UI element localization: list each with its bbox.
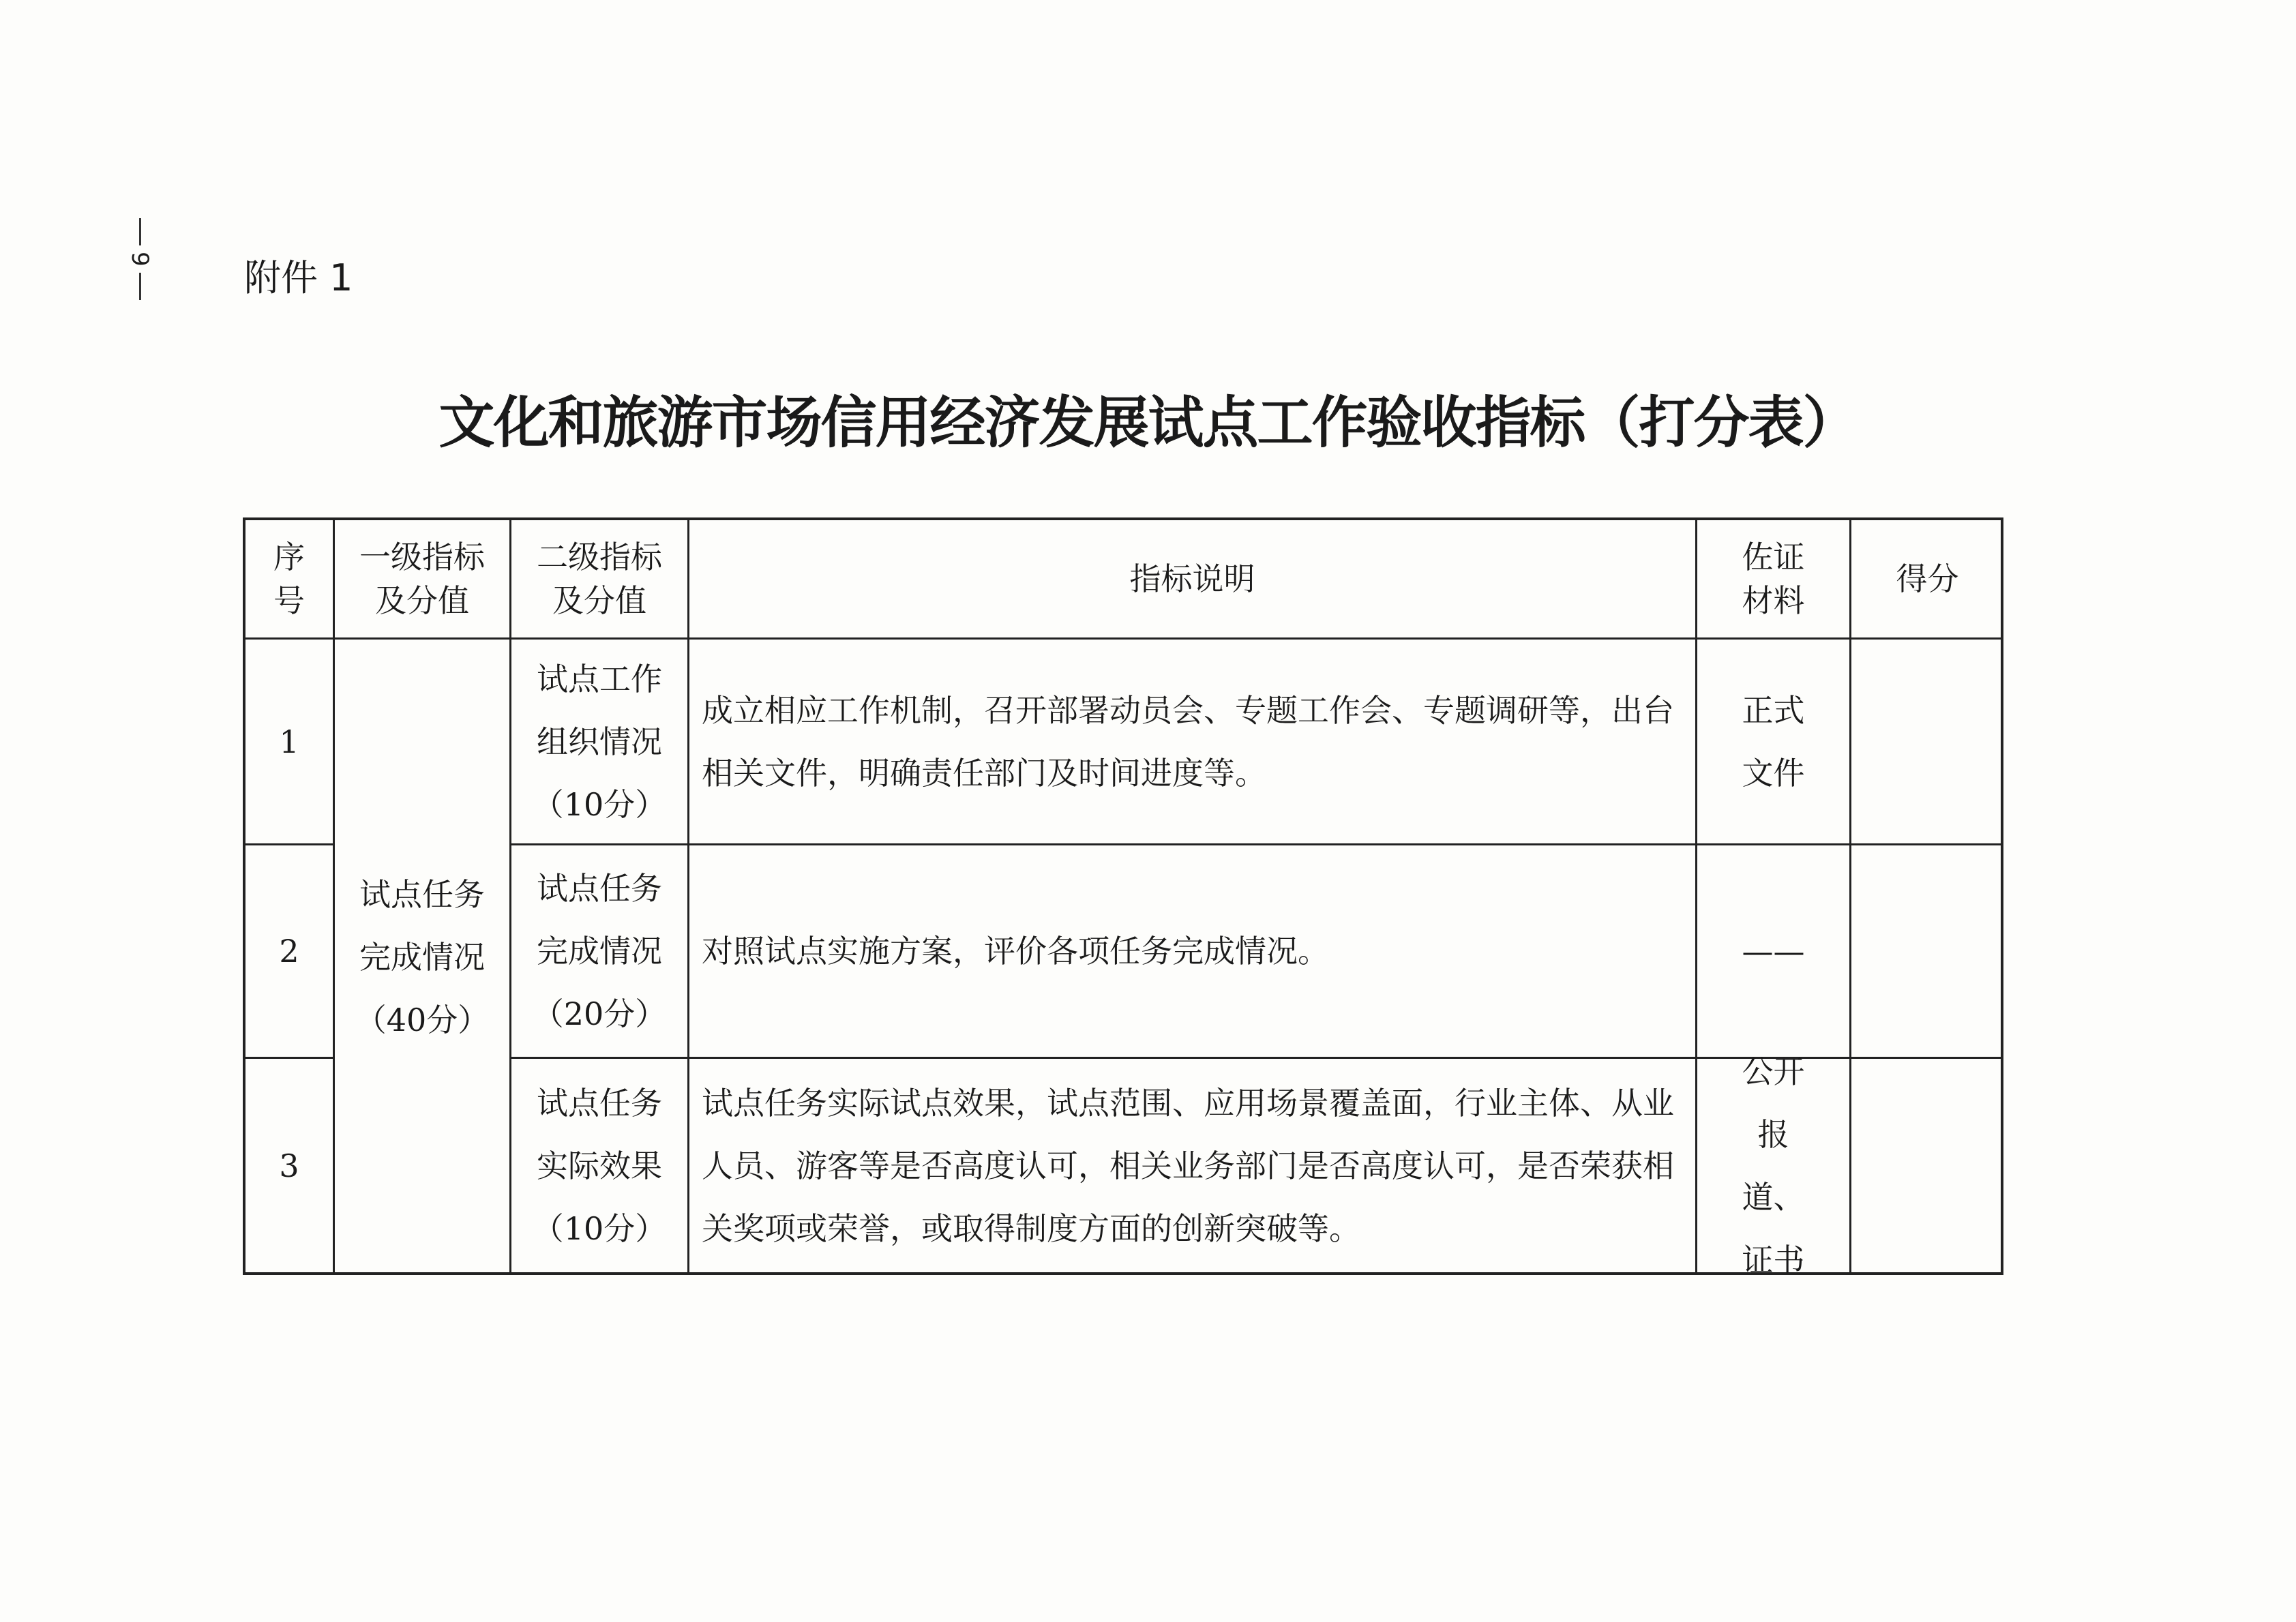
document-title: 文化和旅游市场信用经济发展试点工作验收指标（打分表）	[438, 391, 1858, 455]
row-level2	[511, 1059, 689, 1272]
header-score	[1851, 520, 2003, 640]
row-description: 成立相应工作机制，召开部署动员会、专题工作会、专题调研等，出台相关文件，明确责任部门及时间进度等。	[689, 640, 1697, 845]
level2-text: 试点任务实际效果（10分）	[532, 1084, 667, 1247]
row-no: 1	[245, 640, 335, 845]
row-evidence: ——	[1697, 845, 1851, 1059]
row-level2	[511, 640, 689, 845]
level1-indicator	[335, 640, 511, 1275]
header-evidence	[1697, 520, 1851, 640]
header-description	[689, 520, 1697, 640]
row-description: 对照试点实施方案，评价各项任务完成情况。	[689, 845, 1697, 1059]
header-text: 得分	[1896, 560, 1959, 597]
level1-text: 试点任务完成情况（40分）	[355, 876, 490, 1038]
row-no: 2	[245, 845, 335, 1059]
row-score[interactable]	[1851, 845, 2003, 1059]
row-score[interactable]	[1851, 1059, 2003, 1272]
row-no: 3	[245, 1059, 335, 1272]
header-level1	[335, 520, 511, 640]
header-text: 指标说明	[1129, 560, 1255, 597]
row-level2	[511, 845, 689, 1059]
row-description: 试点任务实际试点效果，试点范围、应用场景覆盖面，行业主体、从业人员、游客等是否高度认可，相关业务部门是否高度认可，是否荣获相关奖项或荣誉，或取得制度方面的创新突破等。	[689, 1059, 1697, 1272]
row-evidence	[1697, 1053, 1851, 1278]
row-score[interactable]	[1851, 640, 2003, 845]
header-no	[245, 520, 335, 640]
scoring-table	[243, 517, 2003, 1278]
page-number: 9	[116, 218, 164, 300]
header-text: 一级指标及分值	[359, 539, 485, 619]
header-text: 序号	[273, 539, 305, 619]
header-level2	[511, 520, 689, 640]
header-text: 二级指标及分值	[537, 539, 662, 619]
evidence-text: 公开报道、证书	[1742, 1053, 1805, 1278]
attachment-label: 附件 1	[244, 256, 353, 299]
level2-text: 试点任务完成情况（20分）	[532, 870, 667, 1032]
row-evidence	[1697, 640, 1851, 845]
header-text: 佐证材料	[1742, 539, 1805, 619]
level2-text: 试点工作组织情况（10分）	[532, 660, 667, 823]
evidence-text: 正式文件	[1742, 691, 1805, 792]
